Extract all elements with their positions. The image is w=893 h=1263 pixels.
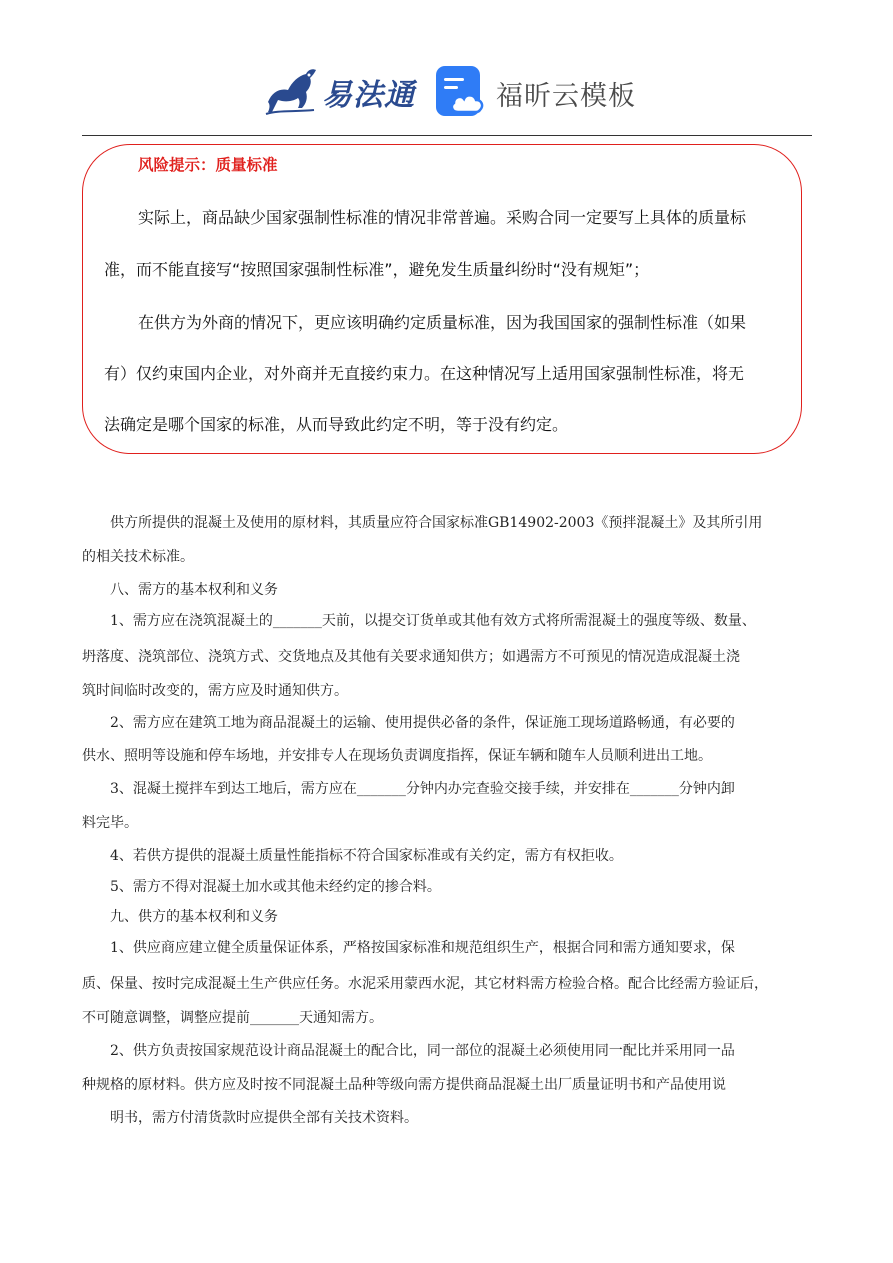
risk-warning-box	[82, 144, 802, 454]
body-paragraph-line: 3、混凝土搅拌车到达工地后，需方应在_______分钟内办完查验交接手续，并安排在_______分钟内卸	[110, 781, 735, 797]
risk-paragraph-line: 有）仅约束国内企业，对外商并无直接约束力。在这种情况写上适用国家强制性标准，将无	[104, 364, 745, 383]
body-paragraph-line: 不可随意调整，调整应提前_______天通知需方。	[82, 1010, 383, 1026]
risk-paragraph-line: 法确定是哪个国家的标准，从而导致此约定不明，等于没有约定。	[104, 415, 569, 434]
foxit-template-logo	[436, 66, 636, 118]
risk-paragraph-line: 在供方为外商的情况下，更应该明确约定质量标准，因为我国国家的强制性标准（如果	[138, 313, 747, 332]
body-paragraph-line: 料完毕。	[82, 815, 138, 831]
risk-warning-title: 风险提示：质量标准	[138, 156, 278, 174]
body-paragraph-line: 的相关技术标准。	[82, 549, 194, 565]
foxit-template-logo-text: 福昕云模板	[496, 81, 636, 112]
body-paragraph-line: 坍落度、浇筑部位、浇筑方式、交货地点及其他有关要求通知供方；如遇需方不可预见的情况造成混凝土浇	[82, 649, 740, 665]
page-header	[0, 0, 893, 136]
body-paragraph-line: 2、供方负责按国家规范设计商品混凝土的配合比，同一部位的混凝土必须使用同一配比并采用同一品	[110, 1043, 735, 1059]
risk-paragraph-line: 准，而不能直接写“按照国家强制性标准”，避免发生质量纠纷时“没有规矩”；	[104, 260, 650, 279]
body-paragraph-line: 5、需方不得对混凝土加水或其他未经约定的掺合料。	[110, 879, 441, 895]
risk-paragraph-line: 实际上，商品缺少国家强制性标准的情况非常普遍。采购合同一定要写上具体的质量标	[138, 208, 747, 227]
section-heading: 九、供方的基本权利和义务	[110, 909, 278, 925]
section-heading: 八、需方的基本权利和义务	[110, 582, 278, 598]
qilin-logo-icon	[262, 62, 320, 118]
body-paragraph-line: 筑时间临时改变的，需方应及时通知供方。	[82, 683, 348, 699]
body-paragraph-line: 供方所提供的混凝土及使用的原材料，其质量应符合国家标准GB14902-2003《预拌混凝土》及其所引用	[110, 515, 763, 531]
body-paragraph-line: 明书，需方付清货款时应提供全部有关技术资料。	[110, 1110, 418, 1126]
cloud-document-icon	[436, 66, 486, 116]
body-paragraph-line: 供水、照明等设施和停车场地，并安排专人在现场负责调度指挥，保证车辆和随车人员顺利进出工地。	[82, 748, 712, 764]
body-paragraph-line: 种规格的原材料。供方应及时按不同混凝土品种等级向需方提供商品混凝土出厂质量证明书和产品使用说	[82, 1077, 726, 1093]
body-paragraph-line: 1、供应商应建立健全质量保证体系，严格按国家标准和规范组织生产，根据合同和需方通知要求，保	[110, 940, 735, 956]
yifatong-logo-text: 易法通	[322, 78, 415, 113]
body-paragraph-line: 2、需方应在建筑工地为商品混凝土的运输、使用提供必备的条件，保证施工现场道路畅通，有必要的	[110, 715, 735, 731]
body-paragraph-line: 质、保量、按时完成混凝土生产供应任务。水泥采用蒙西水泥，其它材料需方检验合格。配合比经需方验证后，	[82, 976, 768, 992]
header-divider	[82, 135, 812, 136]
yifatong-logo	[262, 62, 422, 118]
body-paragraph-line: 1、需方应在浇筑混凝土的_______天前，以提交订货单或其他有效方式将所需混凝土的强度等级、数量、	[110, 613, 756, 629]
body-paragraph-line: 4、若供方提供的混凝土质量性能指标不符合国家标准或有关约定，需方有权拒收。	[110, 848, 623, 864]
